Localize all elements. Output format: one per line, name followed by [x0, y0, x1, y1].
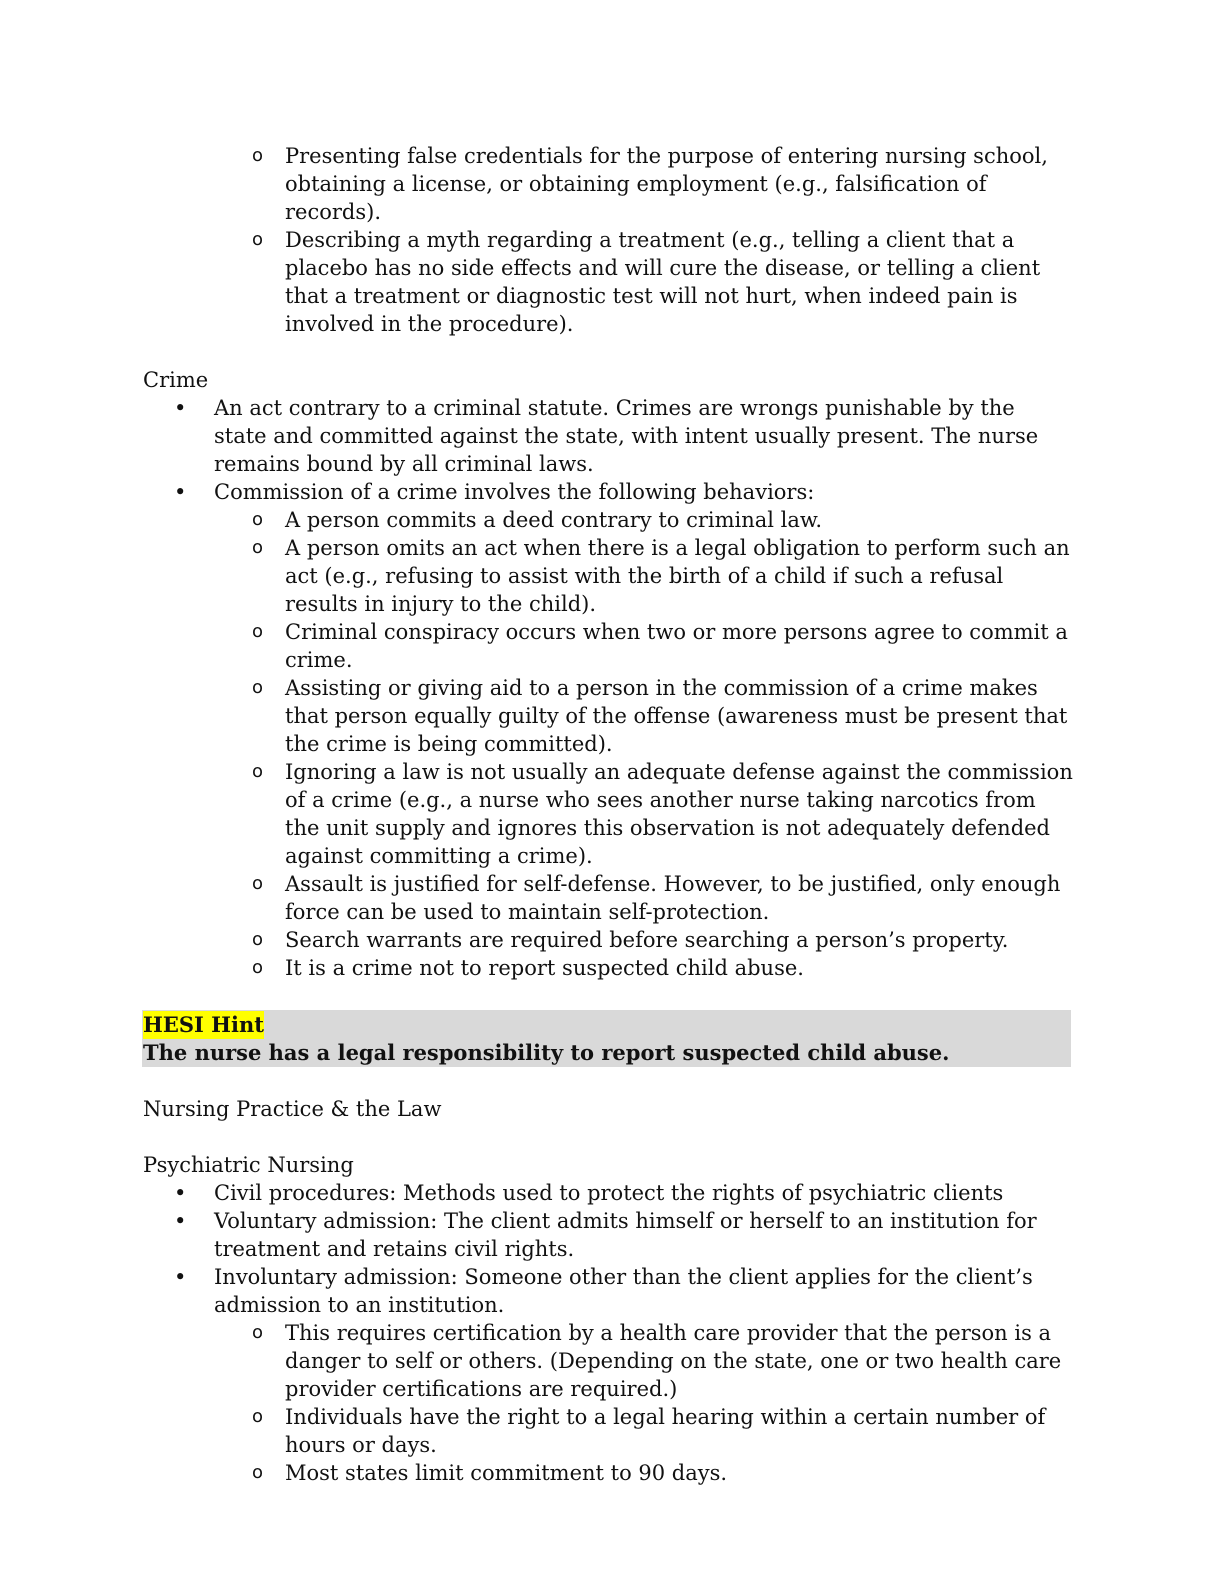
crime-sublist	[214, 506, 1073, 982]
list-item-text: • Civil procedures: Methods used to protect the rights of psychiatric clients	[214, 1181, 1003, 1205]
psychiatric-list	[143, 1179, 1073, 1487]
list-item: o Describing a myth regarding a treatment (e.g., telling a client that a placebo has no side effects and will cure the disease, or telling a client that a treatment or diagnostic test will not hurt, when indeed pain is involved in the procedure).	[143, 226, 1073, 338]
list-item: o Criminal conspiracy occurs when two or more persons agree to commit a crime.	[214, 618, 1073, 674]
section-heading: Nursing Practice & the Law	[143, 1097, 442, 1121]
intro-sublist	[143, 142, 1073, 338]
list-item: o This requires certification by a health care provider that the person is a danger to self or others. (Depending on the state, one or two health care provider certifications are required.)	[214, 1319, 1073, 1403]
list-item: o Individuals have the right to a legal hearing within a certain number of hours or days.	[214, 1403, 1073, 1459]
list-item	[143, 1207, 1073, 1263]
hesi-hint-body: The nurse has a legal responsibility to report suspected child abuse.	[143, 1040, 950, 1065]
list-item: o Assisting or giving aid to a person in the commission of a crime makes that person equally guilty of the offense (awareness must be present that the crime is being committed).	[214, 674, 1073, 758]
list-item	[143, 1263, 1073, 1487]
list-item: o Presenting false credentials for the purpose of entering nursing school, obtaining a license, or obtaining employment (e.g., falsification of records).	[143, 142, 1073, 226]
crime-list	[143, 394, 1073, 982]
list-item: o Most states limit commitment to 90 days.	[214, 1459, 1073, 1487]
list-item: o It is a crime not to report suspected child abuse.	[214, 954, 1073, 982]
list-item: o Search warrants are required before searching a person’s property.	[214, 926, 1073, 954]
list-item-text: • Involuntary admission: Someone other than the client applies for the client’s admission to an institution.	[214, 1265, 1033, 1317]
psychiatric-sublist	[214, 1319, 1073, 1487]
hesi-hint-box	[142, 1010, 1071, 1067]
list-item	[143, 1179, 1073, 1207]
list-item: o Ignoring a law is not usually an adequate defense against the commission of a crime (e.g., a nurse who sees another nurse taking narcotics from the unit supply and ignores this observation is not adequately defended against committing a crime).	[214, 758, 1073, 870]
list-item	[143, 478, 1073, 982]
hesi-hint-title: HESI Hint	[143, 1012, 264, 1037]
list-item: o A person commits a deed contrary to criminal law.	[214, 506, 1073, 534]
list-item-text: • Voluntary admission: The client admits himself or herself to an institution for treatment and retains civil rights.	[214, 1209, 1037, 1261]
list-item: o Assault is justified for self-defense. However, to be justified, only enough force can be used to maintain self-protection.	[214, 870, 1073, 926]
list-item-text: • An act contrary to a criminal statute. Crimes are wrongs punishable by the state and committed against the state, with intent usually present. The nurse remains bound by all criminal laws.	[214, 396, 1038, 476]
list-item	[143, 394, 1073, 478]
psychiatric-heading: Psychiatric Nursing	[143, 1153, 354, 1177]
document-content	[143, 142, 1073, 1487]
list-item: o A person omits an act when there is a legal obligation to perform such an act (e.g., refusing to assist with the birth of a child if such a refusal results in injury to the child).	[214, 534, 1073, 618]
list-item-text: • Commission of a crime involves the following behaviors:	[214, 480, 814, 504]
crime-heading: Crime	[143, 368, 209, 392]
